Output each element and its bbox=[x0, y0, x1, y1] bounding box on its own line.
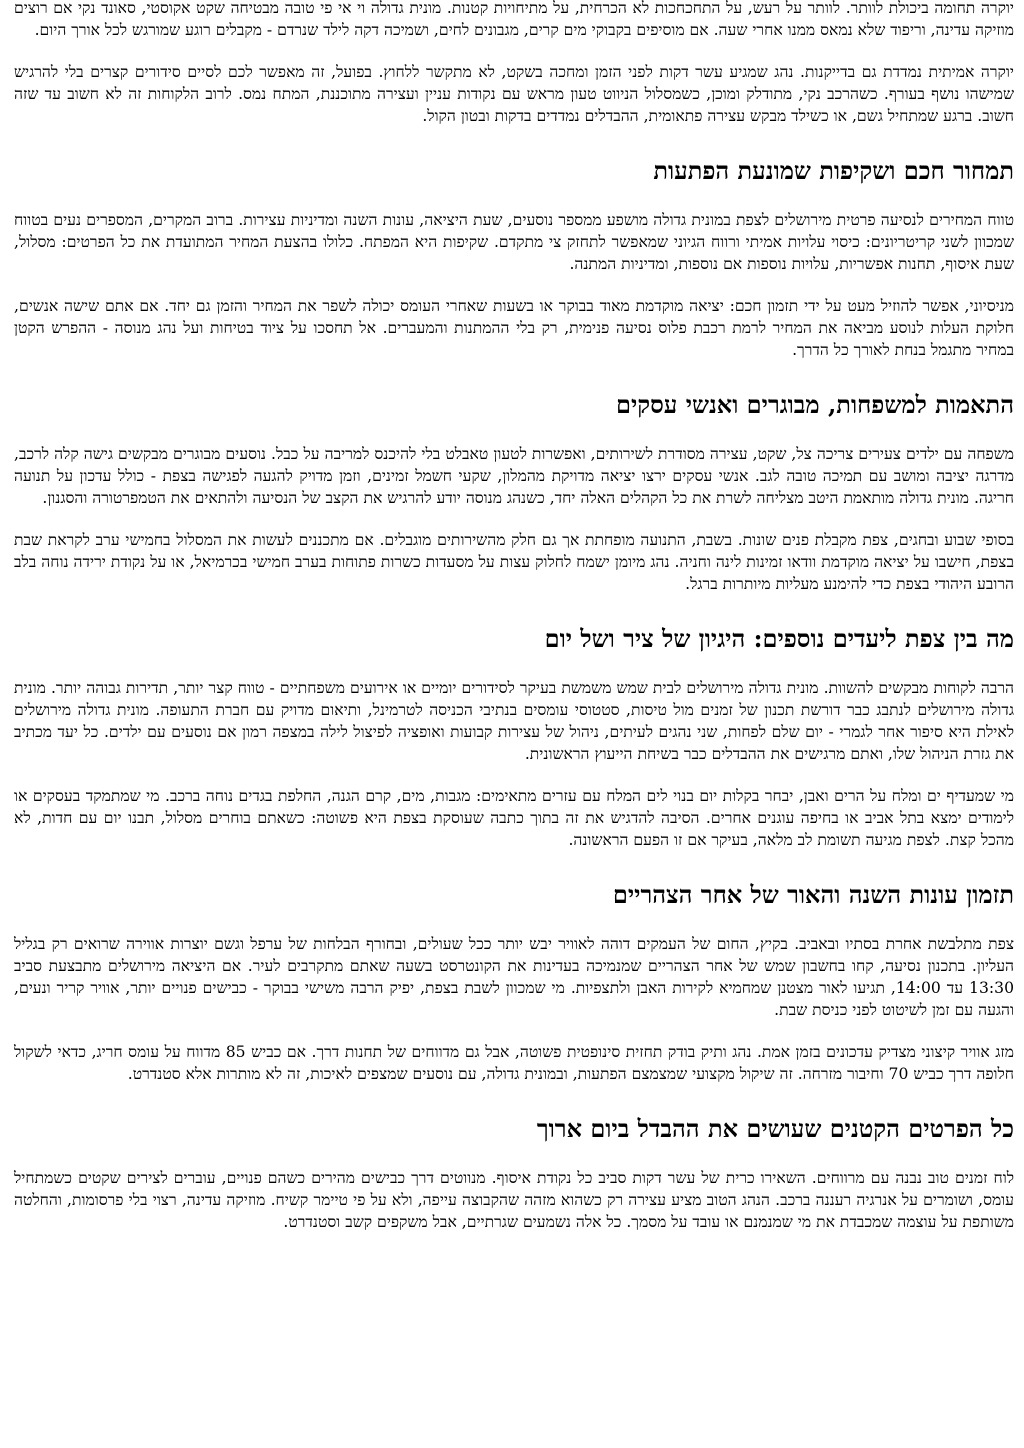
paragraph: בסופי שבוע ובחגים, צפת מקבלת פנים שונות. בשבת, התנועה מופחתת אך גם חלק מהשירותים מוגבלים. אם מתכננים לעשות את המסלול בחמישי ערב לקראת שבת בצפת, חישבו על יציאה מוקדמת וודאו זמינות לינה וחניה. נהג מיומן ישמח לחלוק עצות על מסעדות כשרות פתוחות בערב חמישי בכרמיאל, או על נקודת ירידה נוחה בלב הרובע היהודי בצפת כדי להימנע מעליות מיותרות ברגל. bbox=[14, 531, 1014, 593]
section-heading: התאמות למשפחות, מבוגרים ואנשי עסקים bbox=[615, 390, 1014, 419]
paragraph: טווח המחירים לנסיעה פרטית מירושלים לצפת במונית גדולה מושפע ממספר נוסעים, שעת היציאה, עונות השנה ומדיניות עצירות. ברוב המקרים, המספרים נעים בטווח שמכוון לשני קריטריונים: כיסוי עלויות אמיתי ורווח הגיוני שמאפשר לתחזק צי מתקדם. שקיפות היא המפתח. כלולו בהצעת המחיר המתועדת את כל הפרטים: מסלול, שעת איסוף, תחנות אפשריות, עלויות נוספות אם נוספות, ומדיניות המתנה. bbox=[14, 211, 1014, 273]
paragraph: מניסיוני, אפשר להוזיל מעט על ידי תזמון חכם: יציאה מוקדמת מאוד בבוקר או בשעות שאחרי העומס יכולה לשפר את המחיר והזמן גם יחד. אם אתם שישה אנשים, חלוקת העלות לנוסע מביאה את המחיר לרמת רכבת פלוס נסיעה פנימית, רק בלי ההמתנות והמעברים. אל תחסכו על ציוד בטיחות ועל נהג מנוסה - ההפרש הקטן במחיר מתגמל בנחת לאורך כל הדרך. bbox=[14, 297, 1014, 359]
section-heading: כל הפרטים הקטנים שעושים את ההבדל ביום ארוך bbox=[536, 1114, 1014, 1143]
paragraph: צפת מתלבשת אחרת בסתיו ובאביב. בקיץ, החום של העמקים דוהה לאוויר יבש יותר ככל שעולים, ובחורף הבלחות של ערפל וגשם יוצרות אווירה שרואים רק בגליל העליון. בתכנון נסיעה, קחו בחשבון שמש של אחר הצהריים שמנמיכה בעדינות את הקונטרסט בשעה שאתם מתקרבים לעיר. אם היציאה מירושלים מתבצעת סביב 13:30 עד 14:00, תגיעו לאור מצטנן שמחמיא לקירות האבן ולתצפיות. מי שמכוון לשבת בצפת, יפיק הרבה משישי בבוקר - כבישים פנויים יותר, אוויר קריר ונעים, והגעה עם זמן לשיטוט לפני כניסת שבת. bbox=[14, 935, 1014, 1019]
paragraph: יוקרה תחומה ביכולת לוותר. לוותר על רעש, על התחכחכות לא הכרחית, על מתיחויות קטנות. מונית גדולה וי אי פי טובה מבטיחה שקט אקוסטי, סאונד נקי אם רוצים מוזיקה עדינה, וריפוד שלא נמאס ממנו אחרי שעה. אם מוסיפים בקבוקי מים קרים, מגבונים לחים, ושמיכה דקה לילד שנרדם - מקבלים רוגע שמורגש לכל אורך היום. bbox=[14, 0, 1014, 39]
paragraph: לוח זמנים טוב נבנה עם מרווחים. השאירו כרית של עשר דקות סביב כל נקודת איסוף. מנווטים דרך כבישים מהירים כשהם פנויים, עוברים לצירים שקטים כשמתחיל עומס, ושומרים על אנרגיה רעננה ברכב. הנהג הטוב מציע עצירה רק כשהוא מזהה שהקבוצה עייפה, ולא על פי טיימר קשיח. מוזיקה עדינה, רצוי בלי פרסומות, והחלטה משותפת על עוצמה שמכבדת את מי שמנמנם או עובד על מסמך. כל אלה נשמעים שגרתיים, אבל משקפים קשב וסטנדרט. bbox=[14, 1169, 1014, 1231]
paragraph: משפחה עם ילדים צעירים צריכה צל, שקט, עצירה מסודרת לשירותים, ואפשרות לטעון טאבלט בלי להיכנס למריבה על כבל. נוסעים מבוגרים מבקשים גישה קלה לרכב, מדרגה יציבה ומושב עם תמיכה טובה לגב. אנשי עסקים ירצו יציאה מדויקת מהמלון, שקעי חשמל זמינים, וזמן מדויק להגעה לפגישה בצפת - כולל עדכון על תנועה חריגה. מונית גדולה מותאמת היטב מצליחה לשרת את כל הקהלים האלה יחד, כשנהג מנוסה יודע להרגיש את הקצב של הנסיעה ולהתאים את הטמפרטורה והסגנון. bbox=[14, 445, 1014, 507]
section-heading: מה בין צפת ליעדים נוספים: היגיון של ציר ושל יום bbox=[544, 624, 1014, 653]
section-heading: תזמון עונות השנה והאור של אחר הצהריים bbox=[612, 880, 1014, 909]
paragraph: יוקרה אמיתית נמדדת גם בדייקנות. נהג שמגיע עשר דקות לפני הזמן ומחכה בשקט, לא מתקשר ללחוץ. בפועל, זה מאפשר לכם לסיים סידורים קצרים בלי להרגיש שמישהו נושף בעורף. כשהרכב נקי, מתודלק ומוכן, כשמסלול הניווט טעון מראש עם נקודות עניין ועצירה מתוכננת, המתח נמס. לרוב הלקוחות זה לא חשוב עד שזה חשוב. ברגע שמתחיל גשם, או כשילד מבקש עצירה פתאומית, ההבדלים נמדדים בדקות ובטון הקול. bbox=[14, 63, 1014, 125]
paragraph: הרבה לקוחות מבקשים להשוות. מונית גדולה מירושלים לבית שמש משמשת בעיקר לסידורים יומיים או אירועים משפחתיים - טווח קצר יותר, תדירות גבוהה יותר. מונית גדולה מירושלים לנתבג כבר דורשת תכנון של זמנים מול טיסות, סטטוסי עומסים בנתיבי הכניסה לטרמינל, ותיאום מדויק עם חברת התעופה. מונית גדולה מירושלים לאילת היא סיפור אחר לגמרי - יום שלם לפחות, שני נהגים לעיתים, ניהול של עצירות קבועות ואופציה לפיצול לילה במצפה רמון אם נוסעים עם ילדים. כל יעד מכתיב את גזרת הניהול שלו, ואתם מרגישים את ההבדלים כבר בשיחת הייעוץ הראשונית. bbox=[14, 679, 1014, 763]
section-heading: תמחור חכם ושקיפות שמונעת הפתעות bbox=[653, 156, 1014, 185]
article-content bbox=[14, 0, 1014, 1233]
paragraph: מזג אוויר קיצוני מצדיק עדכונים בזמן אמת. נהג ותיק בודק תחזית סינופטית פשוטה, אבל גם מדווחים של תחנות דרך. אם כביש 85 מדווח על עומס חריג, כדאי לשקול חלופה דרך כביש 70 וחיבור מזרחה. זה שיקול מקצועי שמצמצם הפתעות, ובמונית גדולה, עם נוסעים שמצפים לאיכות, זה לא מותרות אלא סטנדרט. bbox=[14, 1043, 1015, 1083]
paragraph: מי שמעדיף ים ומלח על הרים ואבן, יבחר בקלות יום בנוי לים המלח עם עזרים מתאימים: מגבות, מים, קרם הגנה, החלפת בגדים נוחה ברכב. מי שמתמקד בעסקים או לימודים ימצא בתל אביב או בחיפה עוגנים אחרים. הסיבה להדגיש את זה בתוך כתבה שעוסקת בצפת היא פשוטה: כשאתם בוחרים מסלול, תבנו יום עם חדות, לא מהכל קצת. לצפת מגיעה תשומת לב מלאה, בעיקר אם זו הפעם הראשונה. bbox=[14, 787, 1014, 849]
